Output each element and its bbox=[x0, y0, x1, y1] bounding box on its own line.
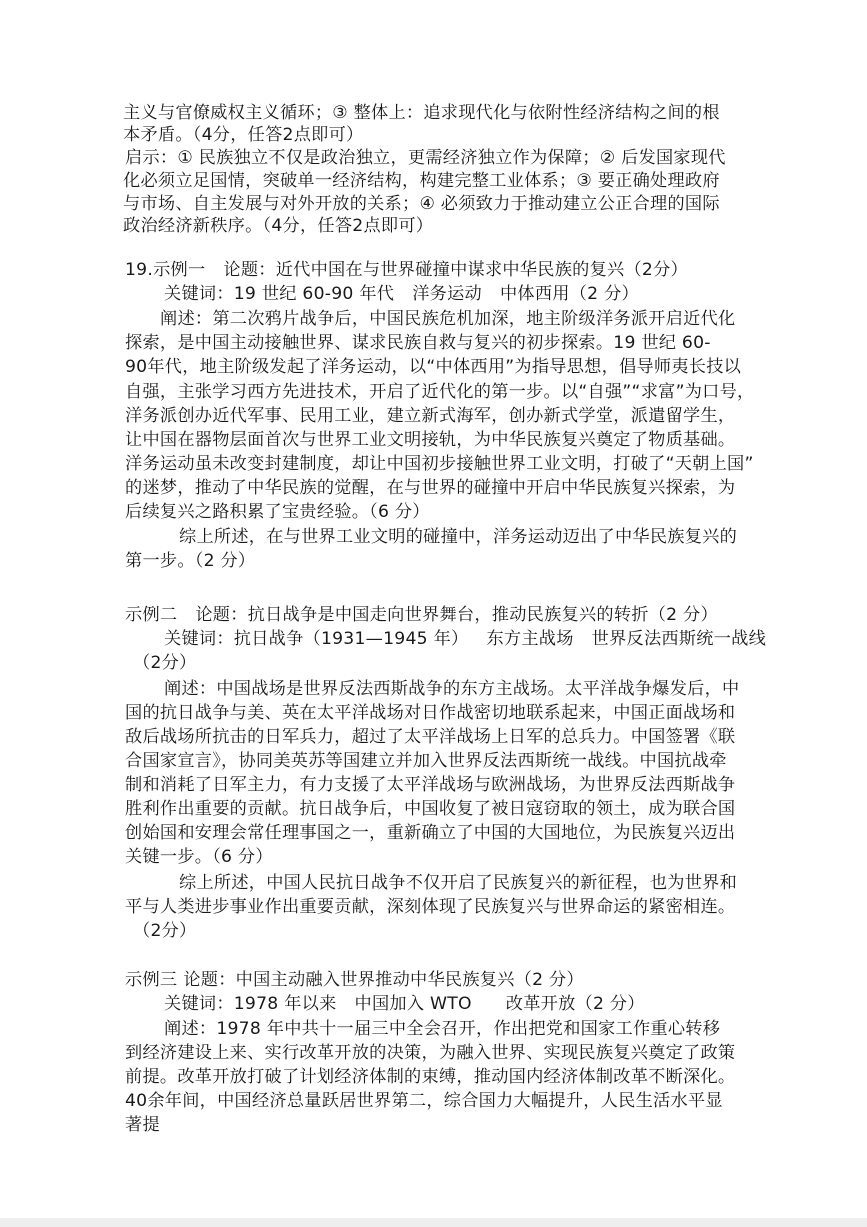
text-line: 自强，主张学习西方先进技术，开启了近代化的第一步。以“自强”“求富”为口号， bbox=[125, 382, 755, 402]
example3-heading bbox=[125, 969, 584, 991]
scan-bottom-edge bbox=[0, 1218, 867, 1227]
summary-line: （2分） bbox=[133, 921, 197, 941]
text-line: 制和消耗了日军主力，有力支援了太平洋战场与欧洲战场，为世界反法西斯战争 bbox=[125, 775, 736, 795]
text-line: 前提。改革开放打破了计划经济体制的束缚，推动国内经济体制改革不断深化。 bbox=[125, 1067, 736, 1087]
example2-heading bbox=[125, 604, 718, 626]
example2-keywords: 关键词：抗日战争（1931—1945 年） 东方主战场 世界反法西斯统一战线 bbox=[164, 629, 767, 649]
text-line: 后续复兴之路积累了宝贵经验。（6 分） bbox=[125, 502, 430, 522]
summary-line: 平与人类进步事业作出重要贡献，深刻体现了民族复兴与世界命运的紧密相连。 bbox=[125, 897, 736, 917]
text-line: 国的抗日战争与美、英在太平洋战场对日作战密切地联系起来，中国正面战场和 bbox=[125, 703, 736, 723]
text-line: 胜利作出重要的贡献。抗日战争后，中国收复了被日寇窃取的领土，成为联合国 bbox=[125, 799, 736, 819]
text-line: 洋务派创办近代军事、民用工业，建立新式海军，创办新式学堂，派遣留学生， bbox=[125, 406, 736, 426]
text-line: （2分） bbox=[133, 653, 197, 673]
text-line: 40余年间，中国经济总量跃居世界第二，综合国力大幅提升，人民生活水平显 bbox=[125, 1091, 723, 1111]
text-line: 敌后战场所抗击的日军兵力，超过了太平洋战场上日军的总兵力。中国签署《联 bbox=[125, 727, 736, 747]
text-line: 主义与官僚威权主义循环；③ 整体上：追求现代化与依附性经济结构之间的根 bbox=[123, 103, 720, 123]
example1-keywords: 关键词：19 世纪 60-90 年代 洋务运动 中体西用（2 分） bbox=[164, 284, 639, 304]
summary-line: 第一步。（2 分） bbox=[125, 551, 256, 571]
text-line: 的迷梦，推动了中华民族的觉醒，在与世界的碰撞中开启中华民族复兴探索，为 bbox=[125, 478, 736, 498]
text-line: 启示：① 民族独立不仅是政治独立，更需经济独立作为保障；② 后发国家现代 bbox=[125, 148, 726, 168]
example1-heading bbox=[125, 259, 688, 281]
example3-topic: 论题：中国主动融入世界推动中华民族复兴（2 分） bbox=[183, 970, 584, 990]
text-line: 合国家宣言》，协同美英苏等国建立并加入世界反法西斯统一战线。中国抗战牵 bbox=[125, 751, 727, 771]
summary-line: 综上所述，中国人民抗日战争不仅开启了民族复兴的新征程，也为世界和 bbox=[179, 873, 738, 893]
summary-line: 综上所述，在与世界工业文明的碰撞中，洋务运动迈出了中华民族复兴的 bbox=[179, 527, 738, 547]
text-line: 90年代，地主阶级发起了洋务运动，以“中体西用”为指导思想，倡导师夷长技以 bbox=[125, 357, 742, 377]
example2-topic: 论题：抗日战争是中国走向世界舞台，推动民族复兴的转折（2 分） bbox=[195, 605, 718, 625]
text-line: 阐述：1978 年中共十一届三中全会召开，作出把党和国家工作重心转移 bbox=[164, 1019, 721, 1039]
text-line: 著提 bbox=[125, 1115, 160, 1135]
text-line: 阐述：中国战场是世界反法西斯战争的东方主战场。太平洋战争爆发后，中 bbox=[164, 679, 740, 699]
text-line: 与市场、自主发展与对外开放的关系；④ 必须致力于推动建立公正合理的国际 bbox=[123, 194, 720, 214]
example3-keywords: 关键词：1978 年以来 中国加入 WTO 改革开放（2 分） bbox=[164, 994, 645, 1014]
text-line: 到经济建设上来、实行改革开放的决策，为融入世界、实现民族复兴奠定了政策 bbox=[125, 1043, 736, 1063]
example3-label: 示例三 bbox=[125, 970, 178, 990]
example1-topic: 论题：近代中国在与世界碰撞中谋求中华民族的复兴（2分） bbox=[223, 260, 688, 280]
text-line: 创始国和安理会常任理事国之一，重新确立了中国的大国地位，为民族复兴迈出 bbox=[125, 823, 736, 843]
text-line: 阐述：第二次鸦片战争后，中国民族危机加深，地主阶级洋务派开启近代化 bbox=[160, 309, 736, 329]
text-line: 洋务运动虽未改变封建制度，却让中国初步接触世界工业文明，打破了“天朝上国” bbox=[125, 454, 754, 474]
example2-label: 示例二 bbox=[125, 605, 178, 625]
text-line: 关键一步。（6 分） bbox=[125, 847, 273, 867]
text-line: 本矛盾。（4分，任答2点即可） bbox=[123, 125, 364, 145]
example1-label: 19.示例一 bbox=[125, 260, 206, 280]
text-line: 化必须立足国情，突破单一经济结构，构建完整工业体系；③ 要正确处理政府 bbox=[123, 171, 720, 191]
text-line: 探索，是中国主动接触世界、谋求民族自救与复兴的初步探索。19 世纪 60- bbox=[125, 333, 711, 353]
text-line: 让中国在器物层面首次与世界工业文明接轨，为中华民族复兴奠定了物质基础。 bbox=[125, 430, 736, 450]
text-line: 政治经济新秩序。（4分，任答2点即可） bbox=[123, 216, 434, 236]
